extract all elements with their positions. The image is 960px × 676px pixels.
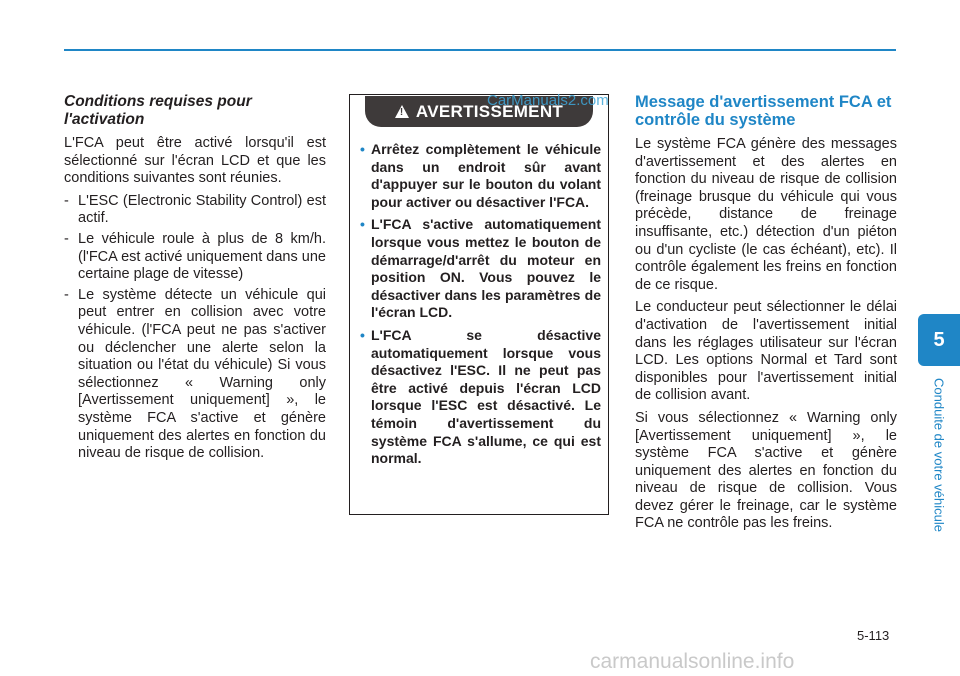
chapter-tab[interactable] [918,314,960,366]
condition-item [64,193,326,228]
left-column [64,93,326,466]
warning-item-text: L'FCA s'active automatiquement lorsque vous mettez le bouton de démarrage/d'arrêt du moteur en position ON. Vous pouvez le désactiver dans les paramètres de l'écran LCD. [371,216,601,321]
warning-item-text: L'FCA se désactive automatiquement lorsque vous désactivez l'ESC. Il ne peut pas être activé depuis l'écran LCD lorsque l'ESC est désactivé. Le témoin d'avertissement du système FCA s'allume, ce qui est normal. [371,326,601,467]
bullet-icon: • [360,216,365,233]
warning-list [360,141,601,468]
dash-marker: - [64,230,69,247]
right-column [635,93,897,538]
right-paragraphs [635,136,897,533]
chapter-label: Conduite de votre véhicule [931,378,947,532]
top-rule [64,49,896,51]
condition-text: L'ESC (Electronic Stability Control) est actif. [78,192,326,227]
body-paragraph: Le conducteur peut sélectionner le délai d'activation de l'avertissement initial dans les réglages utilisateur sur l'écran LCD. Les options Normal et Tard sont disponibles pour l'avertissement initial de collision avant. [635,299,897,404]
dash-marker: - [64,286,69,303]
bullet-icon: • [360,141,365,157]
warning-item [360,216,601,322]
condition-text: Le système détecte un véhicule qui peut entrer en collision avec votre véhicule. (l'FCA peut ne pas s'activer ou déclencher une alerte selon la situation ou l'état du véhicule) Si vous sélectionnez « Warning only [Avertissement uniquement] », le système FCA s'active et génère uniquement des alertes en fonction du niveau de risque de collision. [78,286,326,462]
intro-paragraph: L'FCA peut être activé lorsqu'il est sélectionné sur l'écran LCD et que les conditions suivantes sont réunies. [64,135,326,187]
chapter-number: 5 [933,328,945,351]
watermark-bottom[interactable]: carmanualsonline.info [590,650,795,673]
warning-box [349,94,609,515]
bullet-icon: • [360,326,365,343]
watermark-top[interactable]: CarManuals2.com [487,92,609,109]
section-title: Message d'avertissement FCA et contrôle du système [635,93,892,129]
conditions-list [64,193,326,463]
warning-triangle-icon [395,105,409,118]
warning-item-text: Arrêtez complètement le véhicule dans un endroit sûr avant d'appuyer sur le bouton du volant pour activer ou désactiver l'FCA. [371,141,601,210]
condition-item [64,231,326,284]
body-paragraph: Le système FCA génère des messages d'avertissement et des alertes en fonction du niveau de risque de collision (freinage brusque du véhicule qui vous précède, distance de freinage insuffisante, etc.) détection d'un piéton ou d'un cycliste (le cas échéant), etc). Il contrôle également les freins en fonction de ce risque. [635,136,897,293]
condition-text: Le véhicule roule à plus de 8 km/h. (l'FCA est activé uniquement dans une certaine plage de vitesse) [78,230,326,283]
warning-title: AVERTISSEMENT [415,101,564,121]
warning-item [360,141,601,211]
section-subheading: Conditions requises pour l'activation [64,93,252,128]
dash-marker: - [64,192,69,209]
page-number: 5-113 [857,628,890,643]
condition-item [64,287,326,463]
body-paragraph: Si vous sélectionnez « Warning only [Avertissement uniquement] », le système FCA s'active et génère uniquement des alertes en fonction du niveau de risque de collision. Vous devez gérer le freinage, car le système FCA ne contrôle pas les freins. [635,409,897,532]
warning-item [360,327,601,468]
